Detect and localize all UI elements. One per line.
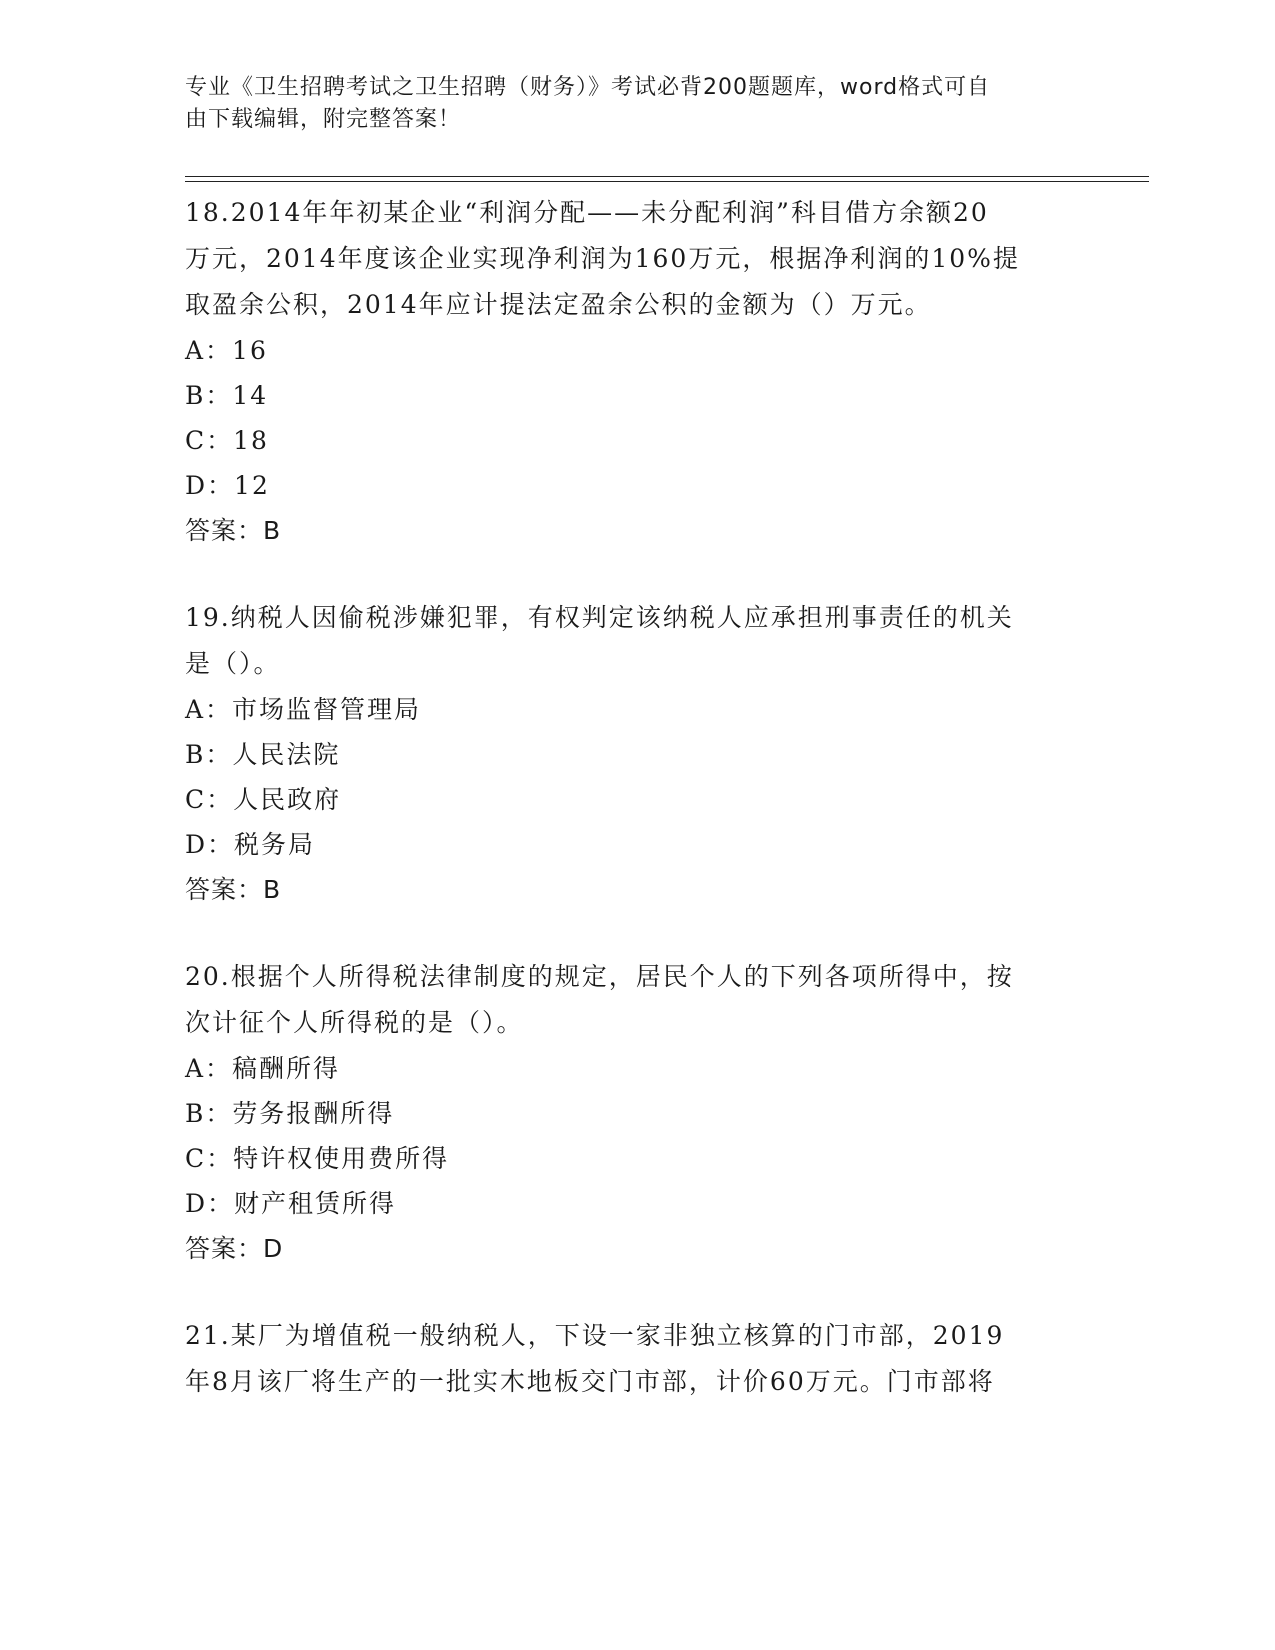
question-stem-line: 19.纳税人因偷税涉嫌犯罪，有权判定该纳税人应承担刑事责任的机关 [185, 603, 1014, 632]
option-c: C：18 [185, 426, 269, 455]
question-stem-line: 年8月该厂将生产的一批实木地板交门市部，计价60万元。门市部将 [185, 1367, 995, 1396]
option-c: C：人民政府 [185, 785, 342, 814]
question-stem-line: 21.某厂为增值税一般纳税人，下设一家非独立核算的门市部，2019 [185, 1321, 1005, 1350]
answer-line: 答案：B [185, 516, 282, 545]
question-stem-line: 是（）。 [185, 649, 281, 678]
question-list [185, 190, 1085, 1446]
question-19 [185, 595, 1085, 913]
question-stem-line: 取盈余公积，2014年应计提法定盈余公积的金额为（）万元。 [185, 290, 932, 319]
header-rule-bottom [185, 181, 1149, 182]
question-20 [185, 954, 1085, 1272]
question-stem-line: 次计征个人所得税的是（）。 [185, 1008, 524, 1037]
answer-line: 答案：B [185, 875, 282, 904]
option-d: D：财产租赁所得 [185, 1189, 397, 1218]
option-b: B：劳务报酬所得 [185, 1099, 395, 1128]
question-stem-line: 18.2014年年初某企业“利润分配——未分配利润”科目借方余额20 [185, 198, 989, 227]
question-21 [185, 1313, 1085, 1405]
option-b: B：人民法院 [185, 740, 341, 769]
option-d: D：税务局 [185, 830, 316, 859]
question-stem-line: 万元，2014年度该企业实现净利润为160万元，根据净利润的10%提 [185, 244, 1020, 273]
option-a: A：稿酬所得 [185, 1054, 341, 1083]
answer-line: 答案：D [185, 1234, 284, 1263]
question-18 [185, 190, 1085, 554]
document-header [185, 72, 1065, 136]
option-c: C：特许权使用费所得 [185, 1144, 450, 1173]
question-stem-line: 20.根据个人所得税法律制度的规定，居民个人的下列各项所得中，按 [185, 962, 1014, 991]
option-b: B：14 [185, 381, 269, 410]
option-a: A：16 [185, 336, 268, 365]
option-d: D：12 [185, 471, 270, 500]
header-line-2: 由下载编辑，附完整答案！ [185, 107, 462, 132]
header-line-1: 专业《卫生招聘考试之卫生招聘（财务）》考试必背200题题库，word格式可自 [185, 75, 991, 100]
header-rule-top [185, 176, 1149, 177]
option-a: A：市场监督管理局 [185, 695, 422, 724]
